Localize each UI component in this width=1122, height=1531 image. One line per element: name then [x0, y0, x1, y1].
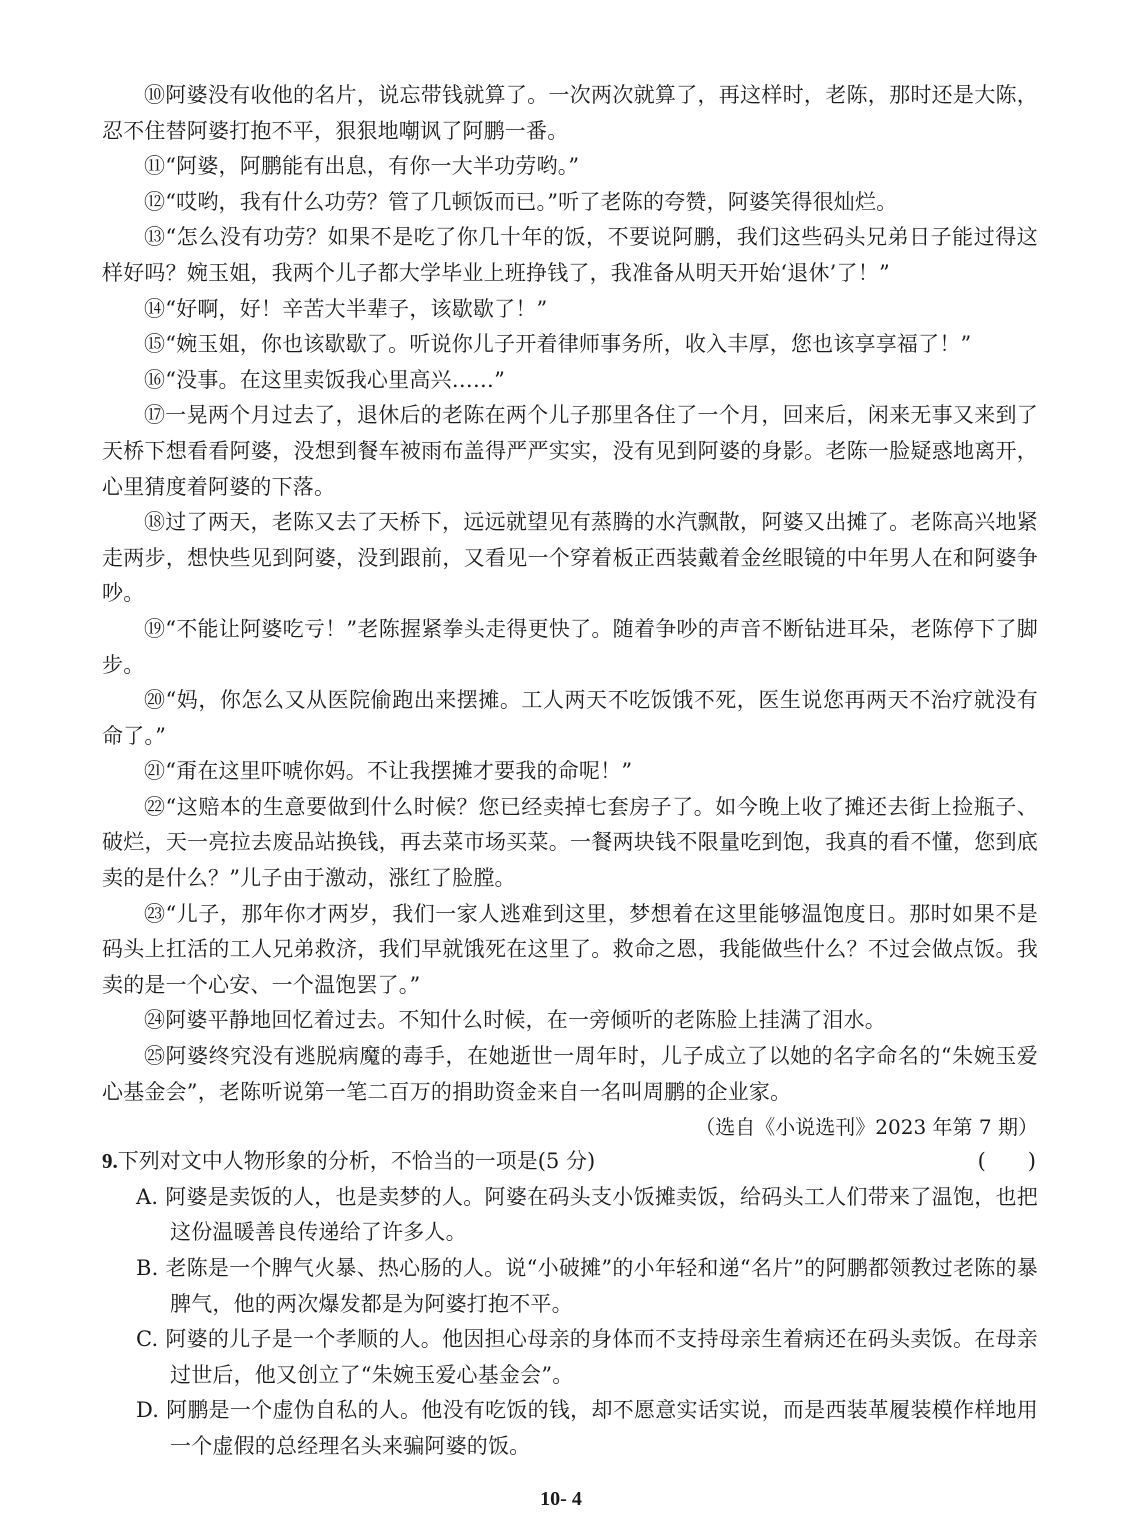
- option-d[interactable]: D. 阿鹏是一个虚伪自私的人。他没有吃饭的钱，却不愿意实话实说，而是西装革履装模作样地用一个虚假的总经理名头来骗阿婆的饭。: [136, 1398, 1038, 1458]
- option-c[interactable]: C. 阿婆的儿子是一个孝顺的人。他因担心母亲的身体而不支持母亲生着病还在码头卖饭。在母亲过世后，他又创立了“朱婉玉爱心基金会”。: [136, 1327, 1038, 1387]
- paragraph-11: ⑪“阿婆，阿鹏能有出息，有你一大半功劳哟。”: [144, 154, 580, 179]
- paragraph-13: ⑬“怎么没有功劳？如果不是吃了你几十年的饭，不要说阿鹏，我们这些码头兄弟日子能过得这样好吗？婉玉姐，我两个儿子都大学毕业上班挣钱了，我准备从明天开始‘退休’了！”: [102, 225, 1038, 285]
- story-text: [0, 78, 1122, 1465]
- paragraph-12: ⑫“哎哟，我有什么功劳？管了几顿饭而已。”听了老陈的夸赞，阿婆笑得很灿烂。: [144, 189, 898, 214]
- question-stem: 下列对文中人物形象的分析，不恰当的一项是(5 分): [117, 1149, 596, 1174]
- option-a[interactable]: A. 阿婆是卖饭的人，也是卖梦的人。阿婆在码头支小饭摊卖饭，给码头工人们带来了温饱，也把这份温暖善良传递给了许多人。: [136, 1184, 1038, 1245]
- question-9-stem: [0, 1144, 1122, 1180]
- paragraph-23: ㉓“儿子，那年你才两岁，我们一家人逃难到这里，梦想着在这里能够温饱度日。那时如果不是码头上扛活的工人兄弟救济，我们早就饿死在这里了。救命之恩，我能做些什么？不过会做点饭。我卖的是一个心安、一个温饱罢了。”: [102, 901, 1038, 997]
- page-number: 10- 4: [540, 1488, 582, 1510]
- paragraph-21: ㉑“甭在这里吓唬你妈。不让我摆摊才要我的命呢！”: [144, 759, 633, 784]
- paragraph-17: ⑰一晃两个月过去了，退休后的老陈在两个儿子那里各住了一个月，回来后，闲来无事又来到了天桥下想看看阿婆，没想到餐车被雨布盖得严严实实，没有见到阿婆的身影。老陈一脸疑惑地离开，心里猜度着阿婆的下落。: [102, 403, 1038, 499]
- source-citation: （选自《小说选刊》2023 年第 7 期）: [695, 1115, 1038, 1140]
- question-number: 9.: [102, 1149, 118, 1174]
- option-b[interactable]: B. 老陈是一个脾气火暴、热心肠的人。说“小破摊”的小年轻和递“名片”的阿鹏都领教过老陈的暴脾气，他的两次爆发都是为阿婆打抱不平。: [136, 1256, 1038, 1316]
- paragraph-22: ㉒“这赔本的生意要做到什么时候？您已经卖掉七套房子了。如今晚上收了摊还去街上捡瓶子、破烂，天一亮拉去废品站换钱，再去菜市场买菜。一餐两块钱不限量吃到饱，我真的看不懂，您到底卖的是什么？”儿子由于激动，涨红了脸膛。: [102, 794, 1038, 891]
- paragraph-14: ⑭“好啊，好！辛苦大半辈子，该歇歇了！”: [144, 296, 548, 321]
- paragraph-24: ㉔阿婆平静地回忆着过去。不知什么时候，在一旁倾听的老陈脸上挂满了泪水。: [144, 1008, 886, 1033]
- paragraph-25: ㉕阿婆终究没有逃脱病魔的毒手，在她逝世一周年时，儿子成立了以她的名字命名的“朱婉玉爱心基金会”，老陈听说第一笔二百万的捐助资金来自一名叫周鹏的企业家。: [102, 1044, 1038, 1104]
- paragraph-16: ⑯“没事。在这里卖饭我心里高兴……”: [144, 367, 506, 392]
- answer-bracket[interactable]: ( ): [977, 1149, 1036, 1174]
- paragraph-10: ⑩阿婆没有收他的名片，说忘带钱就算了。一次两次就算了，再这样时，老陈，那时还是大陈，忍不住替阿婆打抱不平，狠狠地嘲讽了阿鹏一番。: [102, 83, 1038, 143]
- paragraph-20: ⑳“妈，你怎么又从医院偷跑出来摆摊。工人两天不吃饭饿不死，医生说您再两天不治疗就没有命了。”: [102, 688, 1038, 748]
- paragraph-15: ⑮“婉玉姐，你也该歇歇了。听说你儿子开着律师事务所，收入丰厚，您也该享享福了！”: [144, 332, 972, 357]
- paragraph-18: ⑱过了两天，老陈又去了天桥下，远远就望见有蒸腾的水汽飘散，阿婆又出摊了。老陈高兴地紧走两步，想快些见到阿婆，没到跟前，又看见一个穿着板正西装戴着金丝眼镜的中年男人在和阿婆争吵。: [102, 510, 1038, 606]
- paragraph-19: ⑲“不能让阿婆吃亏！”老陈握紧拳头走得更快了。随着争吵的声音不断钻进耳朵，老陈停下了脚步。: [102, 616, 1038, 677]
- question-9-text: [102, 1144, 595, 1180]
